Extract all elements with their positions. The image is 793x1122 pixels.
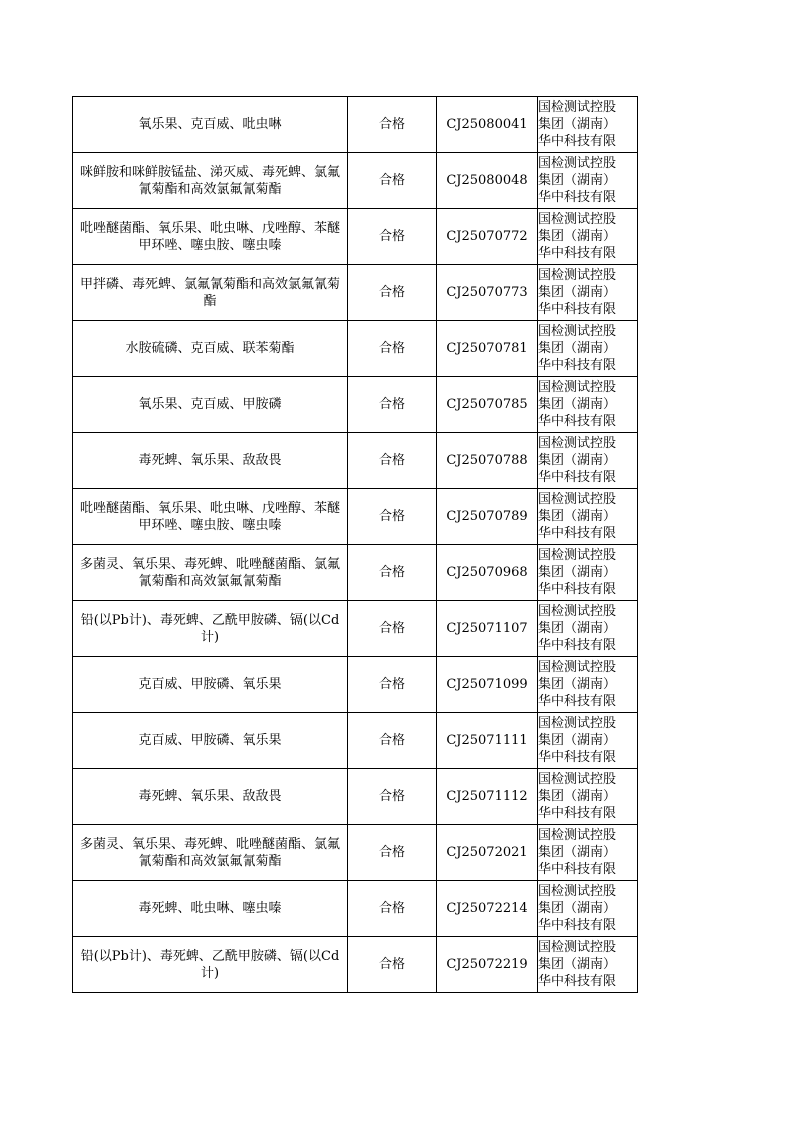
table-row xyxy=(73,825,638,881)
result-cell: 合格 xyxy=(348,713,437,769)
test-items-text: 水胺硫磷、克百威、联苯菊酯 xyxy=(125,341,295,356)
test-items-cell xyxy=(73,153,348,209)
test-items-text: 毒死蜱、氧乐果、敌敌畏 xyxy=(138,789,282,804)
result-cell: 合格 xyxy=(348,769,437,825)
testing-organization-cell: 国检测试控股 集团（湖南） 华中科技有限 xyxy=(538,489,638,545)
report-number-cell: CJ25080048 xyxy=(437,153,538,209)
testing-organization-cell: 国检测试控股 集团（湖南） 华中科技有限 xyxy=(538,937,638,993)
result-cell: 合格 xyxy=(348,321,437,377)
testing-organization-cell: 国检测试控股 集团（湖南） 华中科技有限 xyxy=(538,881,638,937)
table-row xyxy=(73,545,638,601)
test-items-cell xyxy=(73,713,348,769)
testing-organization-cell: 国检测试控股 集团（湖南） 华中科技有限 xyxy=(538,713,638,769)
testing-organization-cell: 国检测试控股 集团（湖南） 华中科技有限 xyxy=(538,433,638,489)
testing-organization-cell: 国检测试控股 集团（湖南） 华中科技有限 xyxy=(538,769,638,825)
result-cell: 合格 xyxy=(348,937,437,993)
report-number-cell: CJ25070785 xyxy=(437,377,538,433)
result-cell: 合格 xyxy=(348,209,437,265)
test-items-cell xyxy=(73,377,348,433)
result-cell: 合格 xyxy=(348,433,437,489)
test-items-cell xyxy=(73,769,348,825)
report-number-cell: CJ25071111 xyxy=(437,713,538,769)
table-row xyxy=(73,153,638,209)
test-items-text: 咪鲜胺和咪鲜胺锰盐、涕灭威、毒死蜱、氯氟氰菊酯和高效氯氟氰菊酯 xyxy=(79,164,340,197)
report-number-cell: CJ25072021 xyxy=(437,825,538,881)
result-cell: 合格 xyxy=(348,881,437,937)
report-number-cell: CJ25070773 xyxy=(437,265,538,321)
table-row xyxy=(73,377,638,433)
table-body xyxy=(73,97,638,993)
test-items-text: 铅(以Pb计)、毒死蜱、乙酰甲胺磷、镉(以Cd计) xyxy=(80,948,340,981)
test-items-text: 氧乐果、克百威、吡虫啉 xyxy=(138,117,282,132)
report-number-cell: CJ25071099 xyxy=(437,657,538,713)
test-items-text: 克百威、甲胺磷、氧乐果 xyxy=(138,733,282,748)
result-cell: 合格 xyxy=(348,545,437,601)
test-items-cell xyxy=(73,97,348,153)
test-items-cell xyxy=(73,209,348,265)
testing-organization-cell: 国检测试控股 集团（湖南） 华中科技有限 xyxy=(538,153,638,209)
test-items-text: 吡唑醚菌酯、氧乐果、吡虫啉、戊唑醇、苯醚甲环唑、噻虫胺、噻虫嗪 xyxy=(79,500,340,533)
testing-organization-cell: 国检测试控股 集团（湖南） 华中科技有限 xyxy=(538,265,638,321)
result-cell: 合格 xyxy=(348,377,437,433)
test-items-cell xyxy=(73,825,348,881)
testing-organization-cell: 国检测试控股 集团（湖南） 华中科技有限 xyxy=(538,209,638,265)
inspection-results-table xyxy=(72,96,638,993)
testing-organization-cell: 国检测试控股 集团（湖南） 华中科技有限 xyxy=(538,657,638,713)
test-items-text: 吡唑醚菌酯、氧乐果、吡虫啉、戊唑醇、苯醚甲环唑、噻虫胺、噻虫嗪 xyxy=(79,220,340,253)
result-cell: 合格 xyxy=(348,657,437,713)
table-row xyxy=(73,601,638,657)
report-number-cell: CJ25072219 xyxy=(437,937,538,993)
testing-organization-cell: 国检测试控股 集团（湖南） 华中科技有限 xyxy=(538,321,638,377)
report-number-cell: CJ25070772 xyxy=(437,209,538,265)
testing-organization-cell: 国检测试控股 集团（湖南） 华中科技有限 xyxy=(538,545,638,601)
table-row xyxy=(73,209,638,265)
table-row xyxy=(73,265,638,321)
test-items-cell xyxy=(73,433,348,489)
result-cell: 合格 xyxy=(348,97,437,153)
test-items-cell xyxy=(73,489,348,545)
report-number-cell: CJ25070781 xyxy=(437,321,538,377)
report-number-cell: CJ25072214 xyxy=(437,881,538,937)
test-items-cell xyxy=(73,937,348,993)
result-cell: 合格 xyxy=(348,153,437,209)
test-items-text: 甲拌磷、毒死蜱、氯氟氰菊酯和高效氯氟氰菊酯 xyxy=(79,276,340,309)
result-cell: 合格 xyxy=(348,265,437,321)
test-items-cell xyxy=(73,321,348,377)
test-items-cell xyxy=(73,881,348,937)
test-items-cell xyxy=(73,545,348,601)
result-cell: 合格 xyxy=(348,601,437,657)
report-number-cell: CJ25071112 xyxy=(437,769,538,825)
testing-organization-cell: 国检测试控股 集团（湖南） 华中科技有限 xyxy=(538,97,638,153)
report-number-cell: CJ25070968 xyxy=(437,545,538,601)
test-items-text: 多菌灵、氧乐果、毒死蜱、吡唑醚菌酯、氯氟氰菊酯和高效氯氟氰菊酯 xyxy=(79,836,340,869)
table-row xyxy=(73,713,638,769)
report-number-cell: CJ25080041 xyxy=(437,97,538,153)
test-items-text: 多菌灵、氧乐果、毒死蜱、吡唑醚菌酯、氯氟氰菊酯和高效氯氟氰菊酯 xyxy=(79,556,340,589)
table-row xyxy=(73,657,638,713)
test-items-text: 毒死蜱、吡虫啉、噻虫嗪 xyxy=(138,901,282,916)
testing-organization-cell: 国检测试控股 集团（湖南） 华中科技有限 xyxy=(538,377,638,433)
table-row xyxy=(73,97,638,153)
result-cell: 合格 xyxy=(348,489,437,545)
test-items-cell xyxy=(73,265,348,321)
table-row xyxy=(73,937,638,993)
table-row xyxy=(73,433,638,489)
test-items-cell xyxy=(73,657,348,713)
report-number-cell: CJ25071107 xyxy=(437,601,538,657)
test-items-text: 毒死蜱、氧乐果、敌敌畏 xyxy=(138,453,282,468)
test-items-cell xyxy=(73,601,348,657)
table-row xyxy=(73,321,638,377)
table-row xyxy=(73,881,638,937)
table-row xyxy=(73,769,638,825)
test-items-text: 克百威、甲胺磷、氧乐果 xyxy=(138,677,282,692)
testing-organization-cell: 国检测试控股 集团（湖南） 华中科技有限 xyxy=(538,825,638,881)
test-items-text: 铅(以Pb计)、毒死蜱、乙酰甲胺磷、镉(以Cd计) xyxy=(80,612,340,645)
report-number-cell: CJ25070789 xyxy=(437,489,538,545)
test-items-text: 氧乐果、克百威、甲胺磷 xyxy=(138,397,282,412)
table-row xyxy=(73,489,638,545)
report-number-cell: CJ25070788 xyxy=(437,433,538,489)
testing-organization-cell: 国检测试控股 集团（湖南） 华中科技有限 xyxy=(538,601,638,657)
result-cell: 合格 xyxy=(348,825,437,881)
